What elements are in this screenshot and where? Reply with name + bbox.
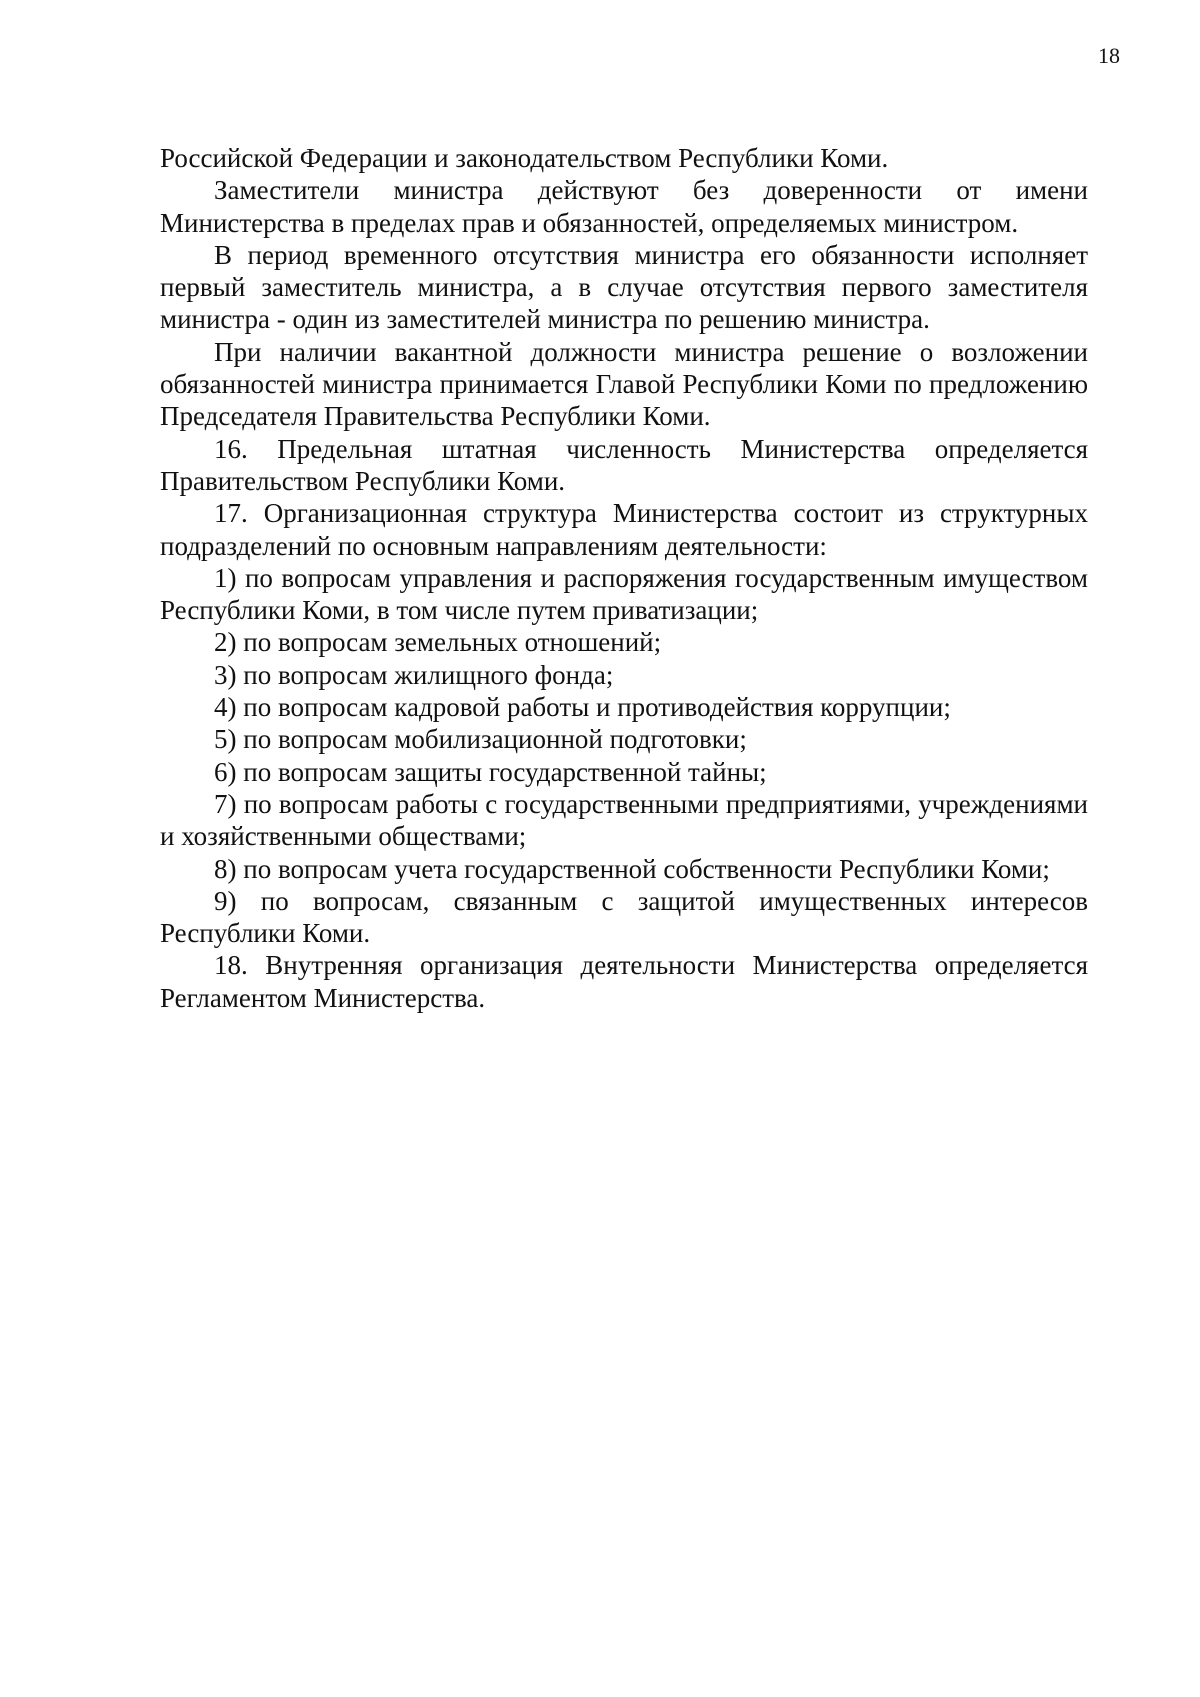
paragraph-continuation: Российской Федерации и законодательством Республики Коми. [160,143,889,173]
list-item: 8) по вопросам учета государственной собственности Республики Коми; [214,853,1050,884]
paragraph-vacancy: При наличии вакантной должности министра решение о возложении обязанностей министра принимается Главой Республики Коми по предложению Председателя Правительства Республики Коми. [160,336,1088,432]
paragraph-clause-16: 16. Предельная штатная численность Министерства определяется Правительством Республики Коми. [160,433,1088,496]
list-item: 7) по вопросам работы с государственными предприятиями, учреждениями и хозяйственными обществами; [160,788,1088,852]
paragraph-clause-17: 17. Организационная структура Министерства состоит из структурных подразделений по основным направлениям деятельности: [160,498,1088,561]
list-item: 5) по вопросам мобилизационной подготовки; [214,724,747,755]
list-item: 9) по вопросам, связанным с защитой имущественных интересов Республики Коми. [160,885,1088,949]
list-item: 4) по вопросам кадровой работы и противодействия коррупции; [214,692,951,723]
paragraph-clause-18: 18. Внутренняя организация деятельности Министерства определяется Регламентом Министерства. [160,950,1088,1013]
paragraph-temporary-absence: В период временного отсутствия министра его обязанности исполняет первый заместитель министра, а в случае отсутствия первого заместителя министра - один из заместителей министра по решению министра. [160,239,1088,335]
paragraph-deputies: Заместители министра действуют без доверенности от имени Министерства в пределах прав и обязанностей, определяемых министром. [160,175,1088,238]
list-item: 2) по вопросам земельных отношений; [214,627,662,658]
list-item: 3) по вопросам жилищного фонда; [214,659,614,690]
document-body [160,142,1088,1014]
list-item: 6) по вопросам защиты государственной тайны; [214,756,767,787]
list-item: 1) по вопросам управления и распоряжения государственным имуществом Республики Коми, в том числе путем приватизации; [160,562,1088,626]
page-number: 18 [1098,43,1120,68]
